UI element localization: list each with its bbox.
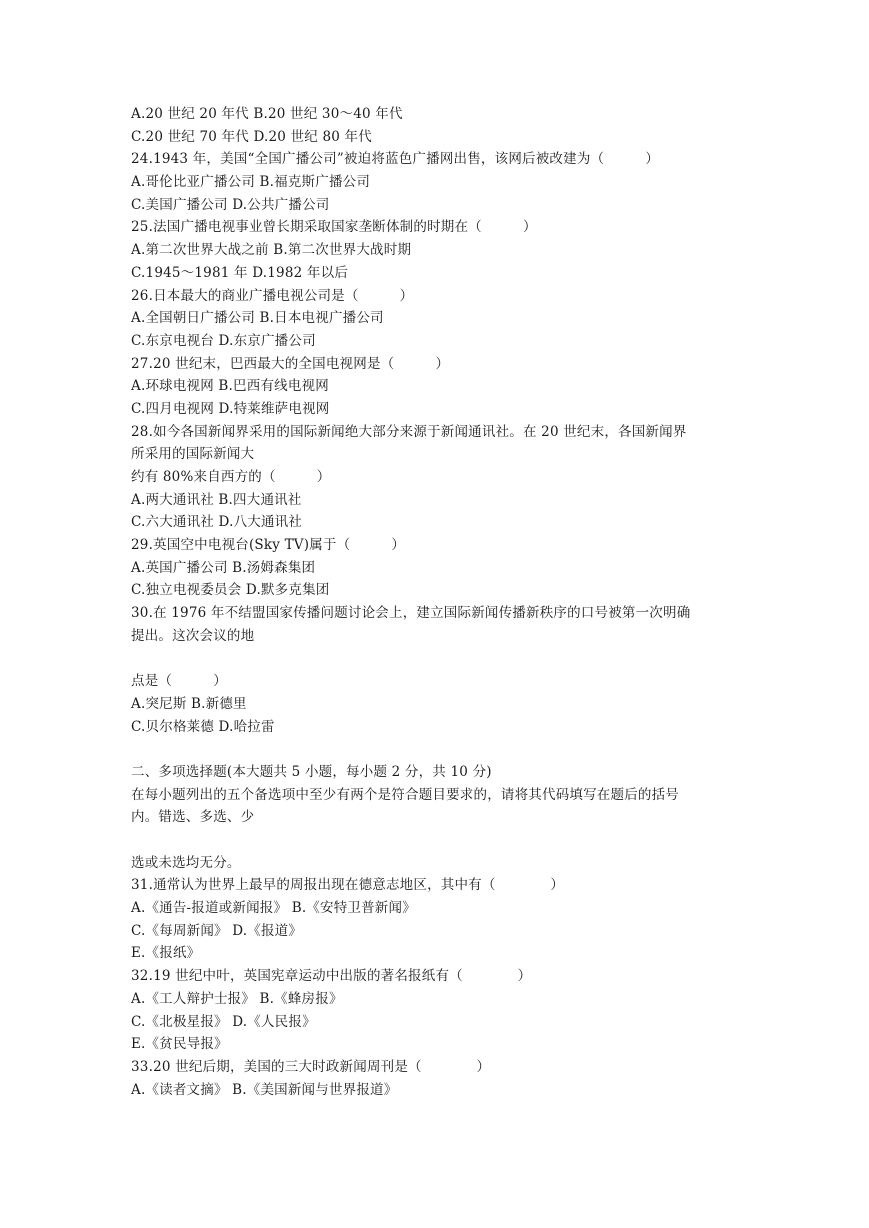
option-line: C.独立电视委员会 D.默多克集团: [131, 582, 330, 599]
option-line: C.《北极星报》 D.《人民报》: [131, 1013, 316, 1030]
option-line: A.哥伦比亚广播公司 B.福克斯广播公司: [131, 174, 371, 191]
option-line: A.全国朝日广播公司 B.日本电视广播公司: [131, 310, 384, 327]
question-31: 31.通常认为世界上最早的周报出现在德意志地区，其中有（ ）: [131, 877, 565, 894]
option-line: C.美国广播公司 D.公共广播公司: [131, 196, 330, 213]
option-line: A.环球电视网 B.巴西有线电视网: [131, 378, 329, 395]
option-line: C.《每周新闻》 D.《报道》: [131, 922, 303, 939]
section-instructions-cont: 选或未选均无分。: [131, 854, 241, 871]
question-28: 28.如今各国新闻界采用的国际新闻绝大部分来源于新闻通讯社。在 20 世纪末，各国新闻界: [131, 423, 687, 440]
question-29: 29.英国空中电视台(Sky TV)属于（ ）: [131, 537, 406, 554]
option-line: A.20 世纪 20 年代 B.20 世纪 30～40 年代: [131, 106, 403, 122]
option-line: C.贝尔格莱德 D.哈拉雷: [131, 718, 275, 735]
option-line: A.突尼斯 B.新德里: [131, 695, 247, 712]
option-line: C.东京电视台 D.东京广播公司: [131, 332, 316, 349]
question-25: 25.法国广播电视事业曾长期采取国家垄断体制的时期在（ ）: [131, 219, 537, 236]
question-28-cont: 约有 80%来自西方的（ ）: [131, 469, 331, 485]
question-33: 33.20 世纪后期，美国的三大时政新闻周刊是（ ）: [131, 1058, 491, 1075]
question-27: 27.20 世纪末，巴西最大的全国电视网是（ ）: [131, 355, 450, 372]
option-line: A.《工人辩护士报》 B.《蜂房报》: [131, 990, 343, 1007]
document-page: [131, 103, 741, 1101]
option-line: A.两大通讯社 B.四大通讯社: [131, 491, 302, 508]
question-30: 30.在 1976 年不结盟国家传播问题讨论会上，建立国际新闻传播新秩序的口号被第一次明确: [131, 605, 691, 622]
option-line: C.1945～1981 年 D.1982 年以后: [131, 264, 349, 281]
option-line: C.20 世纪 70 年代 D.20 世纪 80 年代: [131, 128, 372, 145]
question-28-cont: 所采用的国际新闻大: [131, 446, 255, 463]
section-instructions: 在每小题列出的五个备选项中至少有两个是符合题目要求的，请将其代码填写在题后的括号: [131, 786, 679, 803]
option-line: C.六大通讯社 D.八大通讯社: [131, 514, 303, 531]
option-line: C.四月电视网 D.特莱维萨电视网: [131, 400, 330, 417]
option-line: E.《报纸》: [131, 945, 201, 962]
blank-line: [131, 648, 741, 671]
question-26: 26.日本最大的商业广播电视公司是（ ）: [131, 287, 414, 304]
section-heading: 二、多项选择题(本大题共 5 小题，每小题 2 分，共 10 分): [131, 763, 492, 780]
option-line: A.第二次世界大战之前 B.第二次世界大战时期: [131, 242, 412, 259]
option-line: A.英国广播公司 B.汤姆森集团: [131, 559, 316, 576]
option-line: A.《读者文摘》 B.《美国新闻与世界报道》: [131, 1081, 398, 1098]
question-30-cont: 点是（ ）: [131, 673, 227, 690]
section-instructions-cont: 内。错选、多选、少: [131, 809, 255, 826]
option-line: A.《通告-报道或新闻报》 B.《安特卫普新闻》: [131, 900, 416, 917]
question-32: 32.19 世纪中叶，英国宪章运动中出版的著名报纸有（ ）: [131, 968, 532, 985]
option-line: E.《贫民导报》: [131, 1036, 228, 1053]
question-24: 24.1943 年，美国“全国广播公司”被迫将蓝色广播网出售，该网后被改建为（ ）: [131, 151, 660, 168]
question-30-cont: 提出。这次会议的地: [131, 627, 255, 644]
blank-line: [131, 738, 741, 761]
blank-line: [131, 829, 741, 852]
